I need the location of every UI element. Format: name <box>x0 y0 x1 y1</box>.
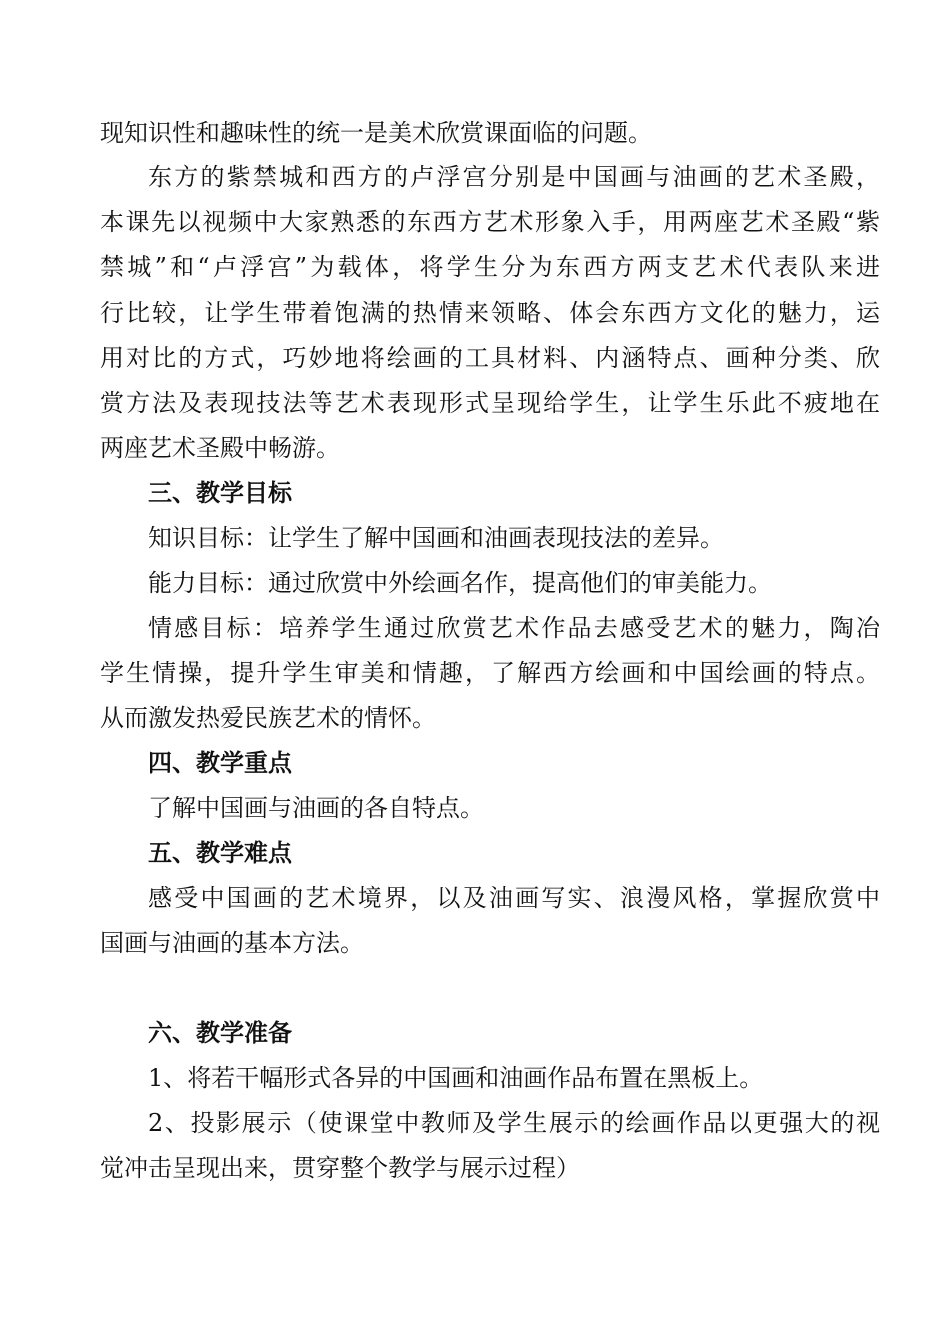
intro-tail-line: 现知识性和趣味性的统一是美术欣赏课面临的问题。 <box>100 119 652 147</box>
design-paragraph-line: 东方的紫禁城和西方的卢浮宫分别是中国画与油画的艺术圣殿， <box>148 163 880 191</box>
difficulties-body-line: 感受中国画的艺术境界，以及油画写实、浪漫风格，掌握欣赏中 <box>148 884 880 912</box>
key-points-body: 了解中国画与油画的各自特点。 <box>148 794 484 822</box>
objective-ability: 能力目标：通过欣赏中外绘画名作，提高他们的审美能力。 <box>148 569 772 597</box>
design-paragraph-line: 用对比的方式，巧妙地将绘画的工具材料、内涵特点、画种分类、欣 <box>100 344 880 372</box>
preparation-item-2-line: 2、投影展示（使课堂中教师及学生展示的绘画作品以更强大的视 <box>148 1109 880 1137</box>
design-paragraph-line: 赏方法及表现技法等艺术表现形式呈现给学生，让学生乐此不疲地在 <box>100 389 880 417</box>
preparation-item-1: 1、将若干幅形式各异的中国画和油画作品布置在黑板上。 <box>148 1064 764 1092</box>
design-paragraph-line: 行比较，让学生带着饱满的热情来领略、体会东西方文化的魅力，运 <box>100 299 880 327</box>
design-paragraph-line: 本课先以视频中大家熟悉的东西方艺术形象入手，用两座艺术圣殿“紫 <box>100 208 880 236</box>
section-heading-objectives: 三、教学目标 <box>148 479 292 507</box>
design-paragraph-line: 两座艺术圣殿中畅游。 <box>100 434 340 462</box>
objective-knowledge: 知识目标：让学生了解中国画和油画表现技法的差异。 <box>148 524 724 552</box>
objective-emotion-line: 学生情操，提升学生审美和情趣，了解西方绘画和中国绘画的特点。 <box>100 659 880 687</box>
objective-emotion-line: 情感目标：培养学生通过欣赏艺术作品去感受艺术的魅力，陶冶 <box>148 614 880 642</box>
section-heading-key-points: 四、教学重点 <box>148 749 292 777</box>
objective-emotion-line: 从而激发热爱民族艺术的情怀。 <box>100 704 436 732</box>
design-paragraph-line: 禁城”和“卢浮宫”为载体，将学生分为东西方两支艺术代表队来进 <box>100 253 880 281</box>
section-heading-preparation: 六、教学准备 <box>148 1019 292 1047</box>
difficulties-body-line: 国画与油画的基本方法。 <box>100 929 364 957</box>
preparation-item-2-line: 觉冲击呈现出来，贯穿整个教学与展示过程） <box>100 1154 580 1182</box>
section-heading-difficulties: 五、教学难点 <box>148 839 292 867</box>
